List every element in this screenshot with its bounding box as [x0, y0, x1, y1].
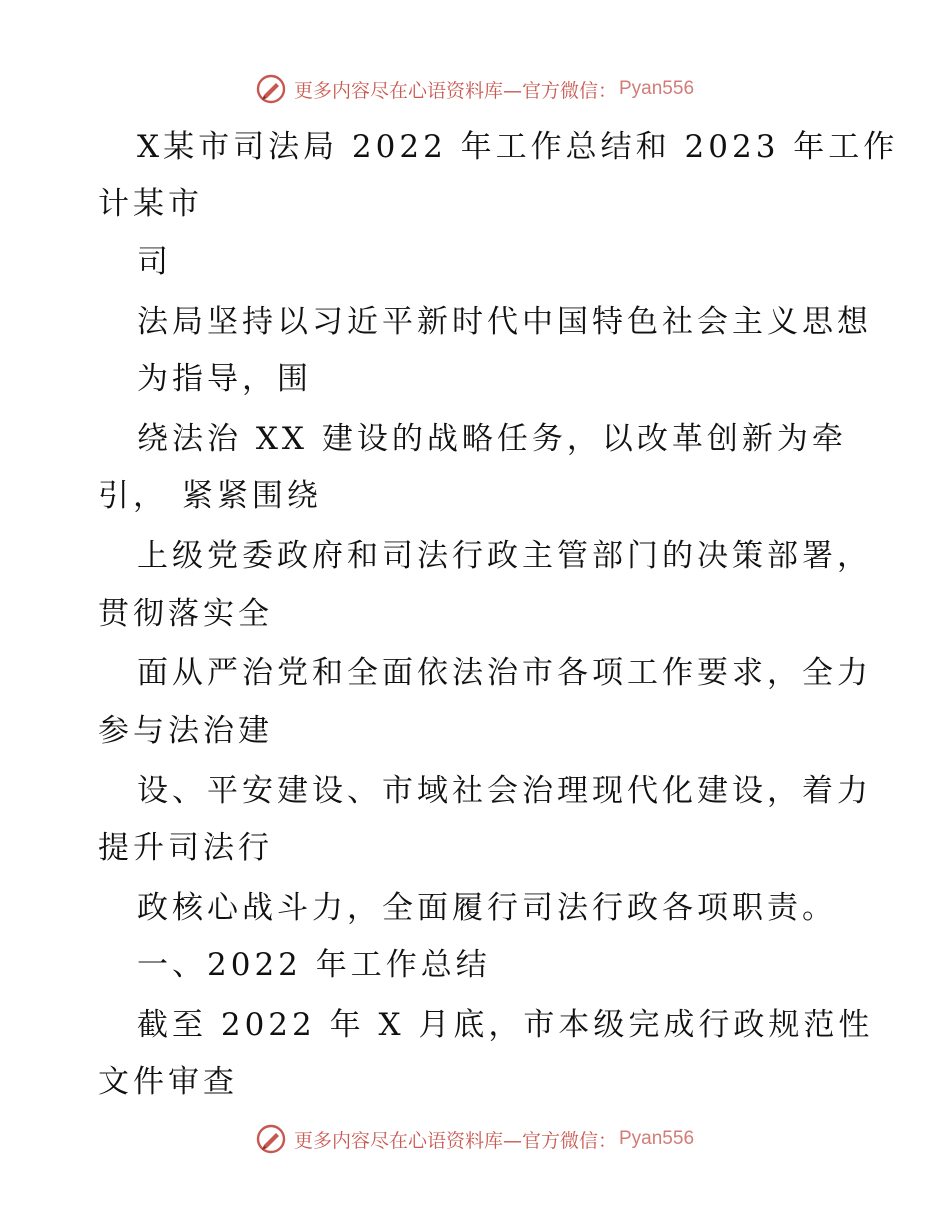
- text-line: 截至 2022 年 X 月底，市本级完成行政规范性: [137, 1007, 874, 1043]
- text-line: 贯彻落实全: [98, 596, 273, 632]
- pen-logo-icon: [256, 1124, 286, 1154]
- watermark-wechat-id: Pyan556: [619, 78, 695, 99]
- text-line: 引， 紧紧围绕: [98, 478, 322, 514]
- text-line: X某市司法局 2022 年工作总结和 2023 年工作: [137, 129, 899, 165]
- text-line: 设、平安建设、市域社会治理现代化建设，着力: [137, 773, 872, 809]
- watermark-text: 更多内容尽在心语资料库—官方微信：: [293, 79, 617, 102]
- text-line: 为指导，围: [137, 361, 312, 397]
- text-line: 上级党委政府和司法行政主管部门的决策部署，: [137, 538, 872, 574]
- header-watermark: [0, 74, 950, 104]
- watermark-wechat-id: Pyan556: [619, 1128, 695, 1149]
- text-line: 绕法治 XX 建设的战略任务，以改革创新为牵: [137, 421, 847, 457]
- text-line: 参与法治建: [98, 713, 273, 749]
- section-heading: 一、2022 年工作总结: [137, 947, 491, 983]
- watermark-text: 更多内容尽在心语资料库—官方微信：: [293, 1129, 617, 1152]
- text-line: 提升司法行: [98, 830, 273, 866]
- text-line: 计某市: [98, 186, 203, 222]
- text-line: 政核心战斗力，全面履行司法行政各项职责。: [137, 890, 837, 926]
- text-line: 司: [137, 244, 172, 280]
- pen-logo-icon: [256, 74, 286, 104]
- text-line: 面从严治党和全面依法治市各项工作要求，全力: [137, 655, 872, 691]
- footer-watermark: [0, 1124, 950, 1154]
- text-line: 法局坚持以习近平新时代中国特色社会主义思想: [137, 304, 872, 340]
- text-line: 文件审查: [98, 1064, 238, 1100]
